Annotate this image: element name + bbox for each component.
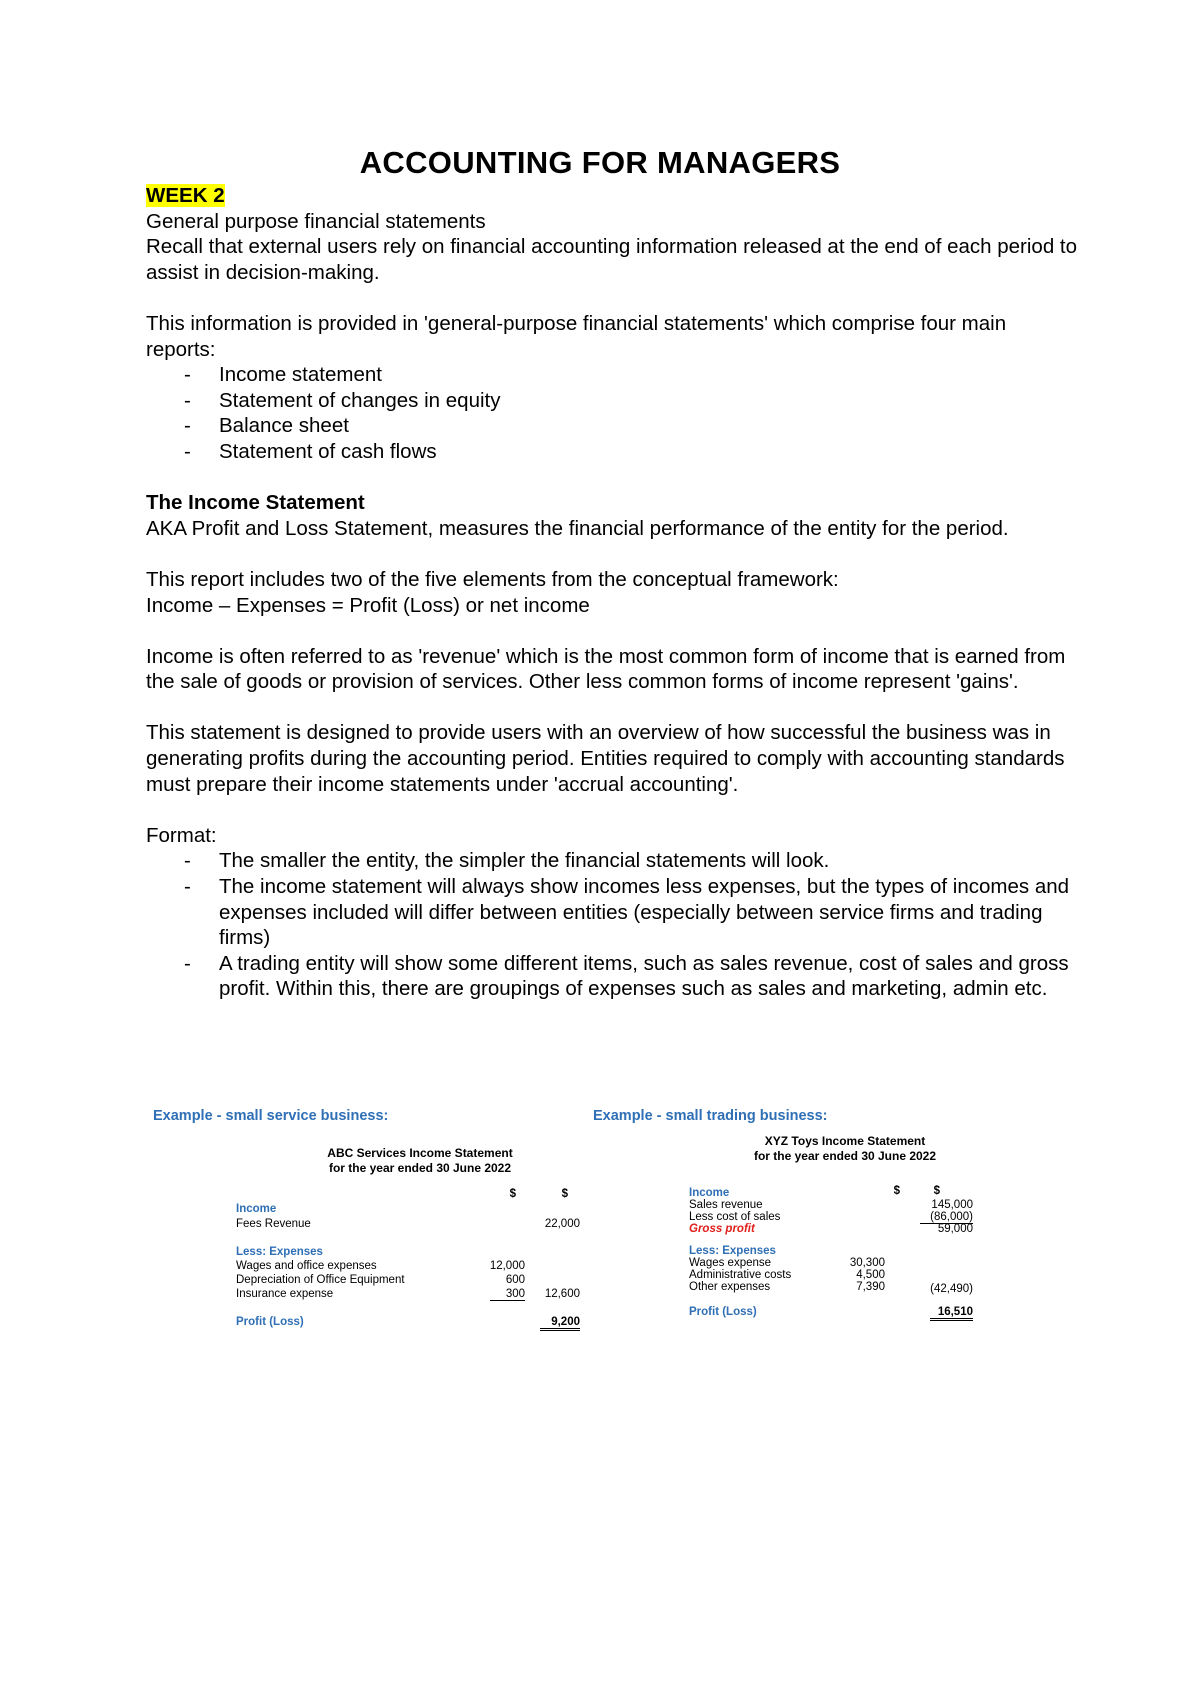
page-title: ACCOUNTING FOR MANAGERS [359, 145, 841, 180]
list-item: - Income statement [184, 363, 382, 387]
document-body [146, 183, 1081, 1002]
fees-value: 22,000 [544, 1218, 580, 1230]
expenses-label: Less: Expenses [689, 1245, 776, 1257]
intro-paragraph-1: Recall that external users rely on financial accounting information released at the end of each period to assist in decision-making. [146, 235, 1078, 284]
profit-label: Profit (Loss) [236, 1316, 304, 1328]
income-paragraph-1: AKA Profit and Loss Statement, measures the financial performance of the entity for the period. [146, 516, 1009, 540]
depreciation-label: Depreciation of Office Equipment [236, 1274, 405, 1286]
cost-of-sales-value: (86,000) [920, 1211, 973, 1224]
expenses-total: (42,490) [930, 1283, 973, 1295]
cost-of-sales-label: Less cost of sales [689, 1211, 781, 1223]
depreciation-value: 600 [505, 1274, 525, 1286]
statement-title: XYZ Toys Income Statement for the year ended 30 June 2022 [753, 1134, 937, 1163]
column-header: $ [509, 1188, 516, 1200]
example-service-heading: Example - small service business: [153, 1108, 389, 1124]
income-paragraph-3: Income is often referred to as 'revenue' which is the most common form of income that is earned from the sale of goods or provision of services. Other less common forms of income represent 'gains'. [146, 644, 1066, 694]
format-list [146, 848, 1081, 1002]
income-paragraph-2a: This report includes two of the five elements from the conceptual framework: [146, 567, 839, 591]
income-statement-heading: The Income Statement [146, 491, 365, 515]
expenses-label: Less: Expenses [236, 1246, 323, 1258]
format-label: Format: [146, 823, 217, 847]
admin-value: 4,500 [856, 1269, 885, 1281]
insurance-value: 300 [490, 1288, 525, 1301]
gross-profit-value: 59,000 [937, 1223, 973, 1235]
other-label: Other expenses [689, 1281, 771, 1293]
wages-value: 30,300 [849, 1257, 885, 1269]
sales-label: Sales revenue [689, 1199, 763, 1211]
insurance-label: Insurance expense [236, 1288, 334, 1300]
profit-value: 9,200 [540, 1316, 580, 1331]
wages-label: Wages expense [689, 1257, 772, 1269]
column-header: $ [933, 1185, 940, 1197]
list-item: - The income statement will always show incomes less expenses, but the types of incomes and expenses included will differ between entities (especially between service firms and trading firms) [184, 875, 1070, 950]
income-label: Income [689, 1187, 730, 1199]
income-paragraph-4: This statement is designed to provide users with an overview of how successful the business was in generating profits during the accounting period. Entities required to comply with accounting standards must prepare their income statements under 'accrual accounting'. [146, 721, 1065, 796]
profit-label: Profit (Loss) [689, 1306, 757, 1318]
sales-value: 145,000 [931, 1199, 973, 1211]
income-equation: Income – Expenses = Profit (Loss) or net income [146, 593, 590, 617]
column-header: $ [893, 1185, 900, 1197]
week-label: WEEK 2 [146, 184, 225, 207]
income-label: Income [236, 1203, 277, 1215]
wages-label: Wages and office expenses [236, 1260, 377, 1272]
intro-heading: General purpose financial statements [146, 209, 486, 233]
list-item: - Statement of cash flows [184, 439, 437, 463]
wages-value: 12,000 [489, 1260, 525, 1272]
profit-value: 16,510 [930, 1306, 973, 1321]
example-trading-heading: Example - small trading business: [593, 1108, 828, 1124]
admin-label: Administrative costs [689, 1269, 792, 1281]
statement-title: ABC Services Income Statement for the year ended 30 June 2022 [327, 1146, 513, 1175]
expenses-total: 12,600 [544, 1288, 580, 1300]
list-item: - A trading entity will show some different items, such as sales revenue, cost of sales and gross profit. Within this, there are groupings of expenses such as sales and marketing, admin etc. [184, 951, 1069, 1001]
other-value: 7,390 [856, 1281, 885, 1293]
intro-paragraph-2: This information is provided in 'general-purpose financial statements' which comprise four main reports: [146, 311, 1007, 361]
gross-profit-label: Gross profit [689, 1223, 755, 1235]
fees-label: Fees Revenue [236, 1218, 311, 1230]
list-item: - The smaller the entity, the simpler the financial statements will look. [184, 849, 830, 873]
list-item: - Balance sheet [184, 414, 349, 438]
list-item: - Statement of changes in equity [184, 388, 501, 412]
column-header: $ [561, 1188, 568, 1200]
reports-list [146, 362, 1081, 464]
